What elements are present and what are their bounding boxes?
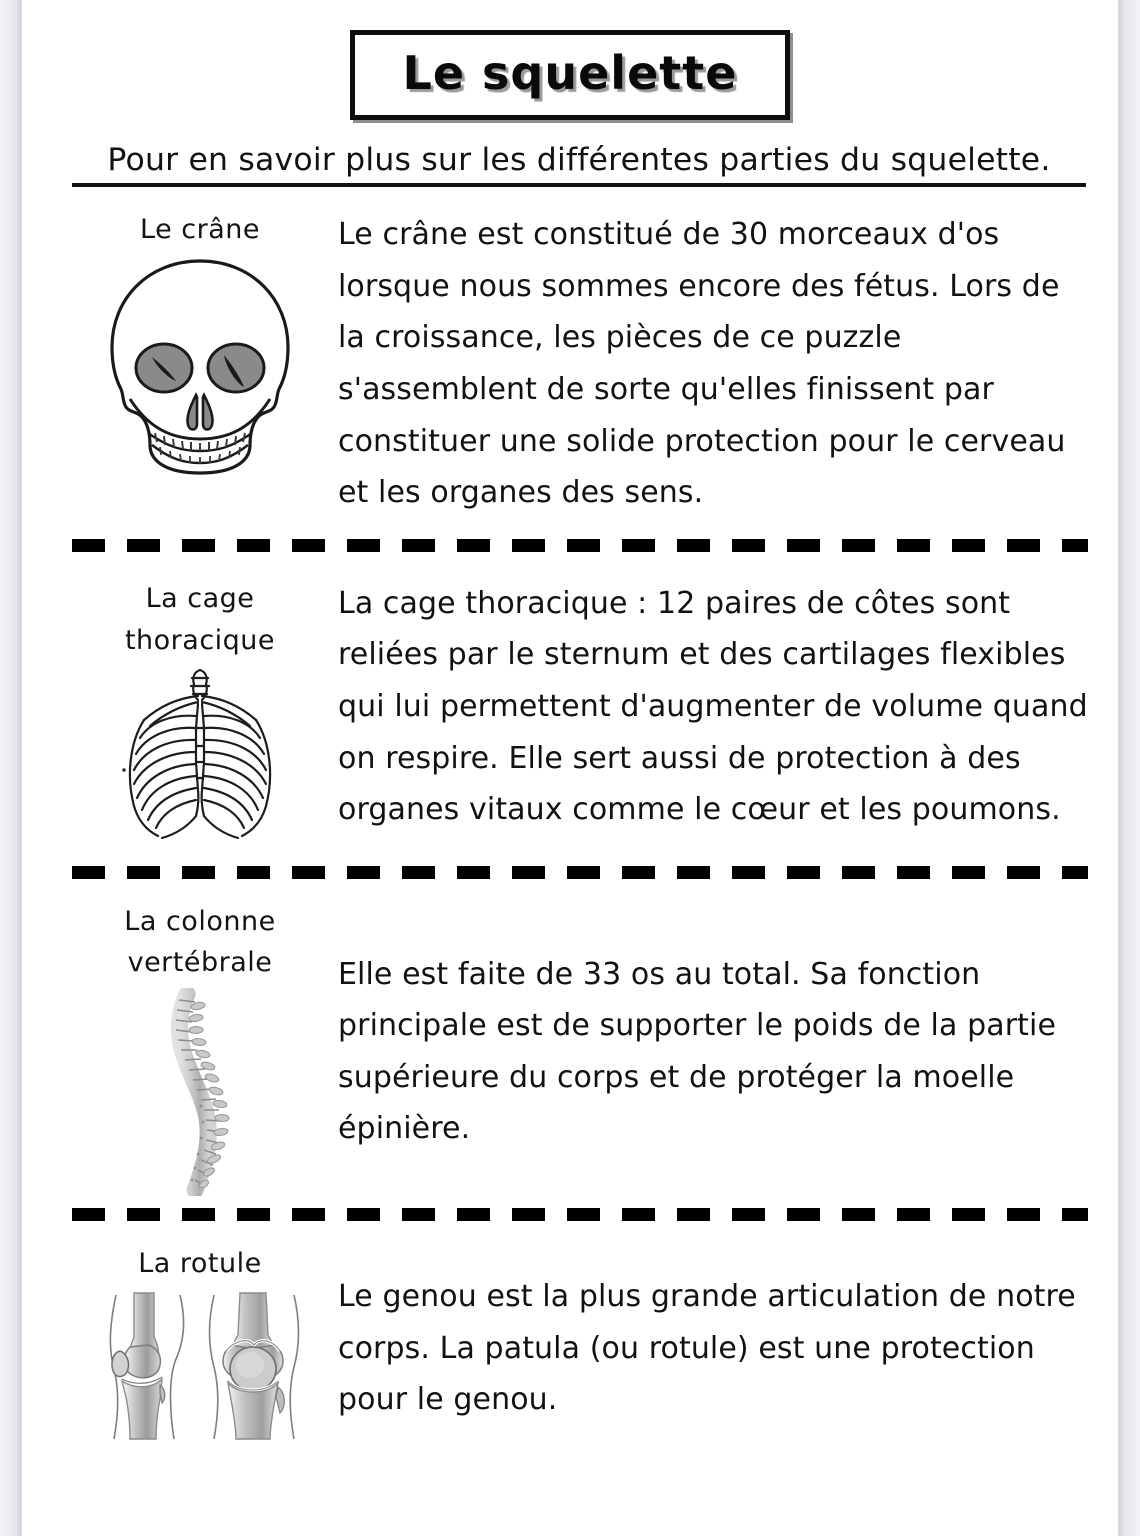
section-ribcage — [22, 578, 1118, 848]
figure-column-ribcage — [74, 578, 326, 848]
title-box — [350, 30, 791, 120]
page-subtitle: Pour en savoir plus sur les différentes parties du squelette. — [72, 142, 1086, 187]
section-text-spine: Elle est faite de 33 os au total. Sa fonction principale est de supporter le poids de la partie supérieure du corps et de protéger la moelle épinière. — [338, 956, 1057, 1147]
knee-patella-icon — [100, 1289, 300, 1445]
spine-icon — [157, 988, 243, 1200]
figure-label-spine-line2: vertébrale — [127, 947, 273, 979]
figure-column-skull — [74, 209, 326, 491]
figure-label-skull: Le crâne — [140, 214, 260, 246]
figure-label-spine-line1: La colonne — [124, 905, 276, 937]
scan-edge-left — [0, 0, 22, 1536]
subtitle-container — [22, 142, 1118, 187]
page-title: Le squelette — [402, 46, 738, 100]
ribcage-icon — [114, 666, 286, 848]
scan-edge-right — [1118, 0, 1140, 1536]
body-column-ribcage — [326, 578, 1088, 836]
body-column-spine — [326, 901, 1088, 1155]
worksheet-page — [22, 0, 1118, 1536]
section-text-skull: Le crâne est constitué de 30 morceaux d'os lorsque nous sommes encore des fétus. Lors de la croissance, les pièces de ce puzzle s'assemblent de sorte qu'elles finissent par constituer une solide protection pour le cerveau et les organes des sens. — [338, 217, 1066, 511]
body-column-skull — [326, 209, 1088, 519]
section-divider-1 — [72, 539, 1088, 552]
section-text-patella: Le genou est la plus grande articulation de notre corps. La patula (ou rotule) est une protection pour le genou. — [338, 1279, 1076, 1418]
body-column-patella — [326, 1243, 1088, 1426]
section-divider-3 — [72, 1208, 1088, 1221]
section-spine — [22, 901, 1118, 1201]
figure-label-ribcage-line2: thoracique — [124, 624, 276, 656]
section-divider-2 — [72, 866, 1088, 879]
skull-icon — [100, 255, 300, 491]
figure-label-ribcage-line1: La cage — [145, 582, 255, 614]
section-text-ribcage: La cage thoracique : 12 paires de côtes sont reliées par le sternum et des cartilages flexibles qui lui permettent d'augmenter de volume quand on respire. Elle sert aussi de protection à des organes vitaux comme le cœur et les poumons. — [338, 585, 1088, 828]
figure-column-spine — [74, 901, 326, 1201]
section-patella — [22, 1243, 1118, 1445]
section-skull — [22, 209, 1118, 519]
title-container — [22, 0, 1118, 120]
figure-label-patella: La rotule — [138, 1248, 262, 1280]
figure-column-patella — [74, 1243, 326, 1445]
